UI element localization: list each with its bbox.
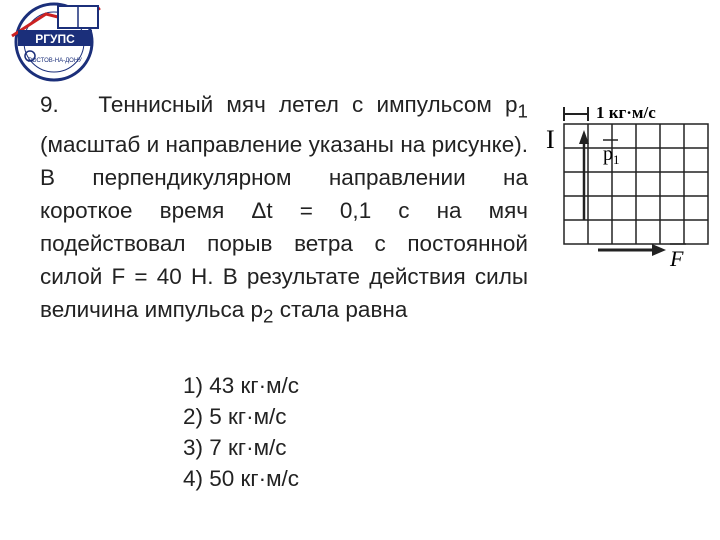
problem-statement — [40, 88, 528, 332]
answer-option-4: 4) 50 кг·м/с — [183, 466, 300, 491]
f-arrowhead — [652, 244, 666, 256]
problem-text-part-3: стала равна — [273, 296, 408, 322]
text-cursor-mark: I — [546, 125, 555, 154]
answer-option-2: 2) 5 кг·м/с — [183, 404, 287, 429]
scale-label: 1 кг·м/с — [596, 103, 656, 122]
p1-letter: p — [603, 143, 613, 165]
problem-text-part-2: (масштаб и направление указаны на рисунке). В перпендикулярном направлении на короткое время Δt = 0,1 с на мяч подействовал порыв ветра с постоянной силой F = 40 Н. В результате действия силы величина импульса p — [40, 131, 528, 322]
vector-figure — [540, 96, 712, 272]
problem-number: 9. — [40, 92, 59, 117]
answer-option-3: 3) 7 кг·м/с — [183, 435, 287, 460]
answer-options — [183, 370, 299, 494]
university-logo — [0, 0, 110, 82]
p2-subscript: 2 — [263, 305, 274, 326]
f-label: F — [670, 246, 684, 271]
p1-subscript: 1 — [517, 100, 528, 122]
p1-label — [603, 143, 620, 167]
answer-option-1: 1) 43 кг·м/с — [183, 373, 300, 398]
p1-label-subscript: 1 — [613, 152, 620, 167]
logo-arc-text: РОСТОВ-НА-ДОНУ — [28, 58, 82, 64]
problem-text-part-1: Теннисный мяч летел с импульсом p — [98, 92, 518, 117]
logo-text: РГУПС — [35, 32, 75, 46]
